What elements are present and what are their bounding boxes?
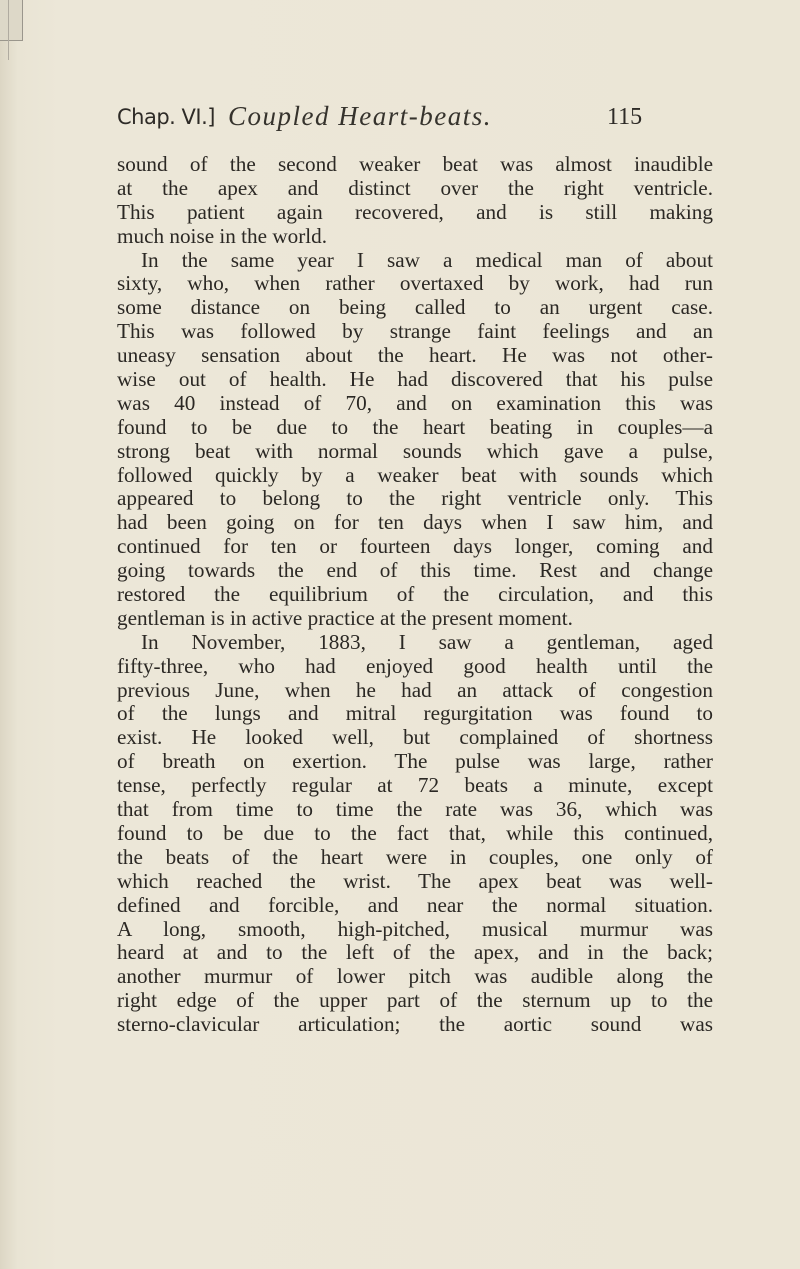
text-line: which reached the wrist. The apex beat was well- (117, 868, 713, 893)
text-line: the beats of the heart were in couples, one only of (117, 844, 713, 869)
text-line: This patient again recovered, and is still making (117, 199, 713, 224)
body-text (117, 153, 713, 1037)
text-line: heard at and to the left of the apex, and in the back; (117, 940, 713, 965)
text-line: right edge of the upper part of the sternum up to the (117, 988, 713, 1013)
text-line: followed quickly by a weaker beat with sounds which (117, 462, 713, 487)
text-line: exist. He looked well, but complained of shortness (117, 725, 713, 750)
text-line: In the same year I saw a medical man of about (141, 247, 713, 272)
text-line: was 40 instead of 70, and on examination this was (117, 390, 713, 415)
text-line: defined and forcible, and near the normal situation. (117, 892, 713, 917)
text-line: uneasy sensation about the heart. He was not other- (117, 343, 713, 368)
text-line: fifty-three, who had enjoyed good health until the (117, 653, 713, 678)
text-line: sound of the second weaker beat was almost inaudible (117, 152, 713, 176)
text-line: found to be due to the heart beating in couples—a (117, 414, 713, 439)
text-line: gentleman is in active practice at the present moment. (117, 605, 573, 630)
running-title: Coupled Heart-beats. (228, 101, 492, 131)
page-edge-mark (0, 0, 9, 60)
text-line: A long, smooth, high-pitched, musical murmur was (117, 916, 713, 941)
text-line: sixty, who, when rather overtaxed by work, had run (117, 271, 713, 296)
page-number: 115 (607, 104, 643, 130)
text-line: at the apex and distinct over the right ventricle. (117, 175, 713, 200)
text-line: strong beat with normal sounds which gave a pulse, (117, 438, 713, 463)
text-line: sterno-clavicular articulation; the aortic sound was (117, 1012, 713, 1037)
text-line: of breath on exertion. The pulse was large, rather (117, 749, 713, 774)
text-line: tense, perfectly regular at 72 beats a minute, except (117, 773, 713, 798)
text-line: In November, 1883, I saw a gentleman, aged (141, 629, 713, 654)
text-line: appeared to belong to the right ventricle only. This (117, 486, 713, 511)
text-line: previous June, when he had an attack of congestion (117, 677, 713, 702)
text-line: some distance on being called to an urgent case. (117, 295, 713, 320)
text-line: This was followed by strange faint feelings and an (117, 319, 713, 344)
chapter-label: Chap. VI.] (117, 105, 215, 129)
text-line: that from time to time the rate was 36, which was (117, 797, 713, 822)
text-line: wise out of health. He had discovered that his pulse (117, 367, 713, 392)
text-line: continued for ten or fourteen days longer, coming and (117, 534, 713, 559)
text-line: had been going on for ten days when I saw him, and (117, 510, 713, 535)
text-line: another murmur of lower pitch was audible along the (117, 964, 713, 989)
running-header (117, 101, 717, 137)
text-line: found to be due to the fact that, while this continued, (117, 820, 713, 845)
text-line: of the lungs and mitral regurgitation was found to (117, 701, 713, 726)
text-line: much noise in the world. (117, 223, 328, 248)
text-line: restored the equilibrium of the circulation, and this (117, 582, 713, 607)
text-line: going towards the end of this time. Rest and change (117, 558, 713, 583)
